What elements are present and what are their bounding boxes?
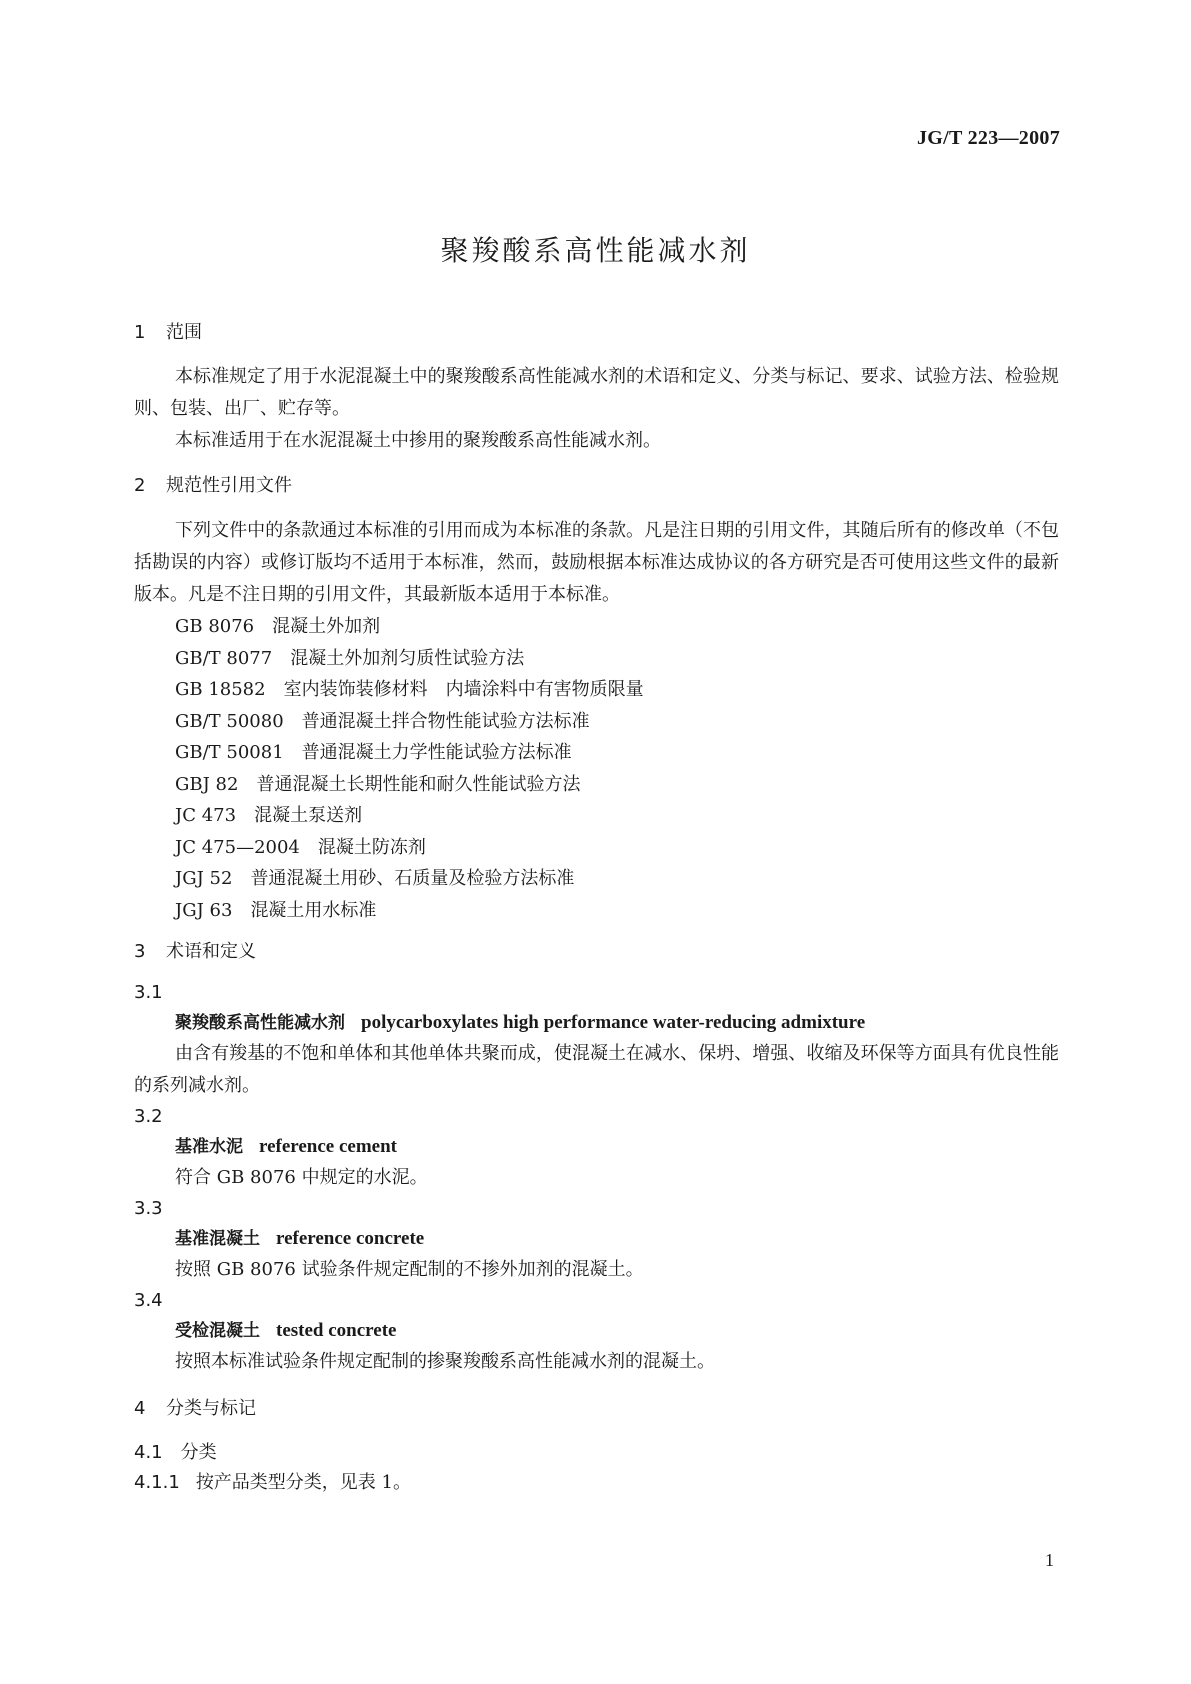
term-number: 3.3 bbox=[134, 1198, 163, 1219]
term-entry bbox=[134, 1102, 1059, 1194]
reference-name: 混凝土防冻剂 bbox=[317, 836, 426, 858]
reference-name: 混凝土用水标准 bbox=[250, 899, 377, 921]
document-title: 聚羧酸系高性能减水剂 bbox=[440, 234, 751, 267]
section-title: 规范性引用文件 bbox=[166, 475, 292, 496]
reference-item bbox=[134, 737, 1059, 769]
reference-name: 普通混凝土力学性能试验方法标准 bbox=[301, 742, 572, 763]
document-body bbox=[134, 318, 1059, 1498]
reference-item bbox=[134, 611, 1059, 643]
term-zh: 聚羧酸系高性能减水剂 bbox=[175, 1013, 345, 1033]
term-entry bbox=[134, 1286, 1059, 1378]
reference-code: JGJ 52 bbox=[175, 868, 233, 889]
term-en: reference concrete bbox=[276, 1228, 425, 1249]
term-definition: 按照 GB 8076 试验条件规定配制的不掺外加剂的混凝土。 bbox=[175, 1259, 644, 1280]
term-number: 3.1 bbox=[134, 982, 163, 1003]
reference-name: 室内装饰装修材料 内墙涂料中有害物质限量 bbox=[283, 679, 644, 700]
term-en: reference cement bbox=[259, 1136, 398, 1157]
term-definition: 符合 GB 8076 中规定的水泥。 bbox=[175, 1167, 428, 1188]
section-title: 术语和定义 bbox=[166, 941, 256, 962]
reference-code: JGJ 63 bbox=[175, 899, 233, 921]
reference-name: 混凝土外加剂匀质性试验方法 bbox=[290, 647, 525, 669]
section-heading-normative-references bbox=[134, 471, 1059, 501]
reference-name: 混凝土泵送剂 bbox=[254, 805, 363, 826]
term-name bbox=[134, 1132, 1059, 1162]
page-number: 1 bbox=[1045, 1550, 1054, 1570]
section-title: 分类与标记 bbox=[166, 1398, 256, 1419]
reference-code: GB 18582 bbox=[175, 679, 266, 700]
reference-list bbox=[134, 611, 1059, 926]
clause-number: 4.1.1 bbox=[134, 1472, 180, 1493]
section-title: 范围 bbox=[166, 322, 202, 343]
term-zh: 基准混凝土 bbox=[175, 1229, 260, 1249]
term-en: polycarboxylates high performance water-reducing admixture bbox=[361, 1012, 866, 1033]
term-definition: 按照本标准试验条件规定配制的掺聚羧酸系高性能减水剂的混凝土。 bbox=[175, 1351, 715, 1372]
clause-4-1-1 bbox=[134, 1468, 1059, 1498]
section-heading-scope bbox=[134, 318, 1059, 348]
reference-item bbox=[134, 643, 1059, 675]
term-name bbox=[134, 1008, 1059, 1038]
reference-item bbox=[134, 832, 1059, 864]
reference-item bbox=[134, 674, 1059, 706]
term-en: tested concrete bbox=[276, 1320, 397, 1341]
reference-code: GBJ 82 bbox=[175, 773, 239, 795]
reference-item bbox=[134, 895, 1059, 927]
term-zh: 基准水泥 bbox=[175, 1137, 243, 1157]
reference-name: 普通混凝土用砂、石质量及检验方法标准 bbox=[250, 868, 575, 889]
reference-code: GB/T 8077 bbox=[175, 647, 273, 669]
term-number: 3.4 bbox=[134, 1290, 163, 1311]
term-number: 3.2 bbox=[134, 1106, 163, 1127]
section-heading-terms bbox=[134, 937, 1059, 967]
section-heading-classification bbox=[134, 1394, 1059, 1424]
reference-item bbox=[134, 863, 1059, 895]
section-number: 3 bbox=[134, 941, 146, 962]
reference-name: 混凝土外加剂 bbox=[272, 616, 381, 637]
term-zh: 受检混凝土 bbox=[175, 1321, 260, 1341]
subsection-number: 4.1 bbox=[134, 1442, 163, 1463]
scope-paragraph-2: 本标准适用于在水泥混凝土中掺用的聚羧酸系高性能减水剂。 bbox=[175, 430, 661, 451]
term-entry bbox=[134, 1194, 1059, 1286]
clause-text: 按产品类型分类，见表 1。 bbox=[195, 1472, 411, 1493]
reference-name: 普通混凝土长期性能和耐久性能试验方法 bbox=[256, 773, 581, 795]
term-definition: 由含有羧基的不饱和单体和其他单体共聚而成，使混凝土在减水、保坍、增强、收缩及环保等方面具有优良性能的系列减水剂。 bbox=[134, 1043, 1059, 1096]
term-entry bbox=[134, 978, 1059, 1102]
reference-item bbox=[134, 706, 1059, 738]
section-number: 2 bbox=[134, 475, 146, 496]
reference-code: GB/T 50080 bbox=[175, 710, 284, 732]
scope-paragraph-1: 本标准规定了用于水泥混凝土中的聚羧酸系高性能减水剂的术语和定义、分类与标记、要求、试验方法、检验规则、包装、出厂、贮存等。 bbox=[134, 366, 1059, 419]
subsection-heading-classification bbox=[134, 1438, 1059, 1468]
reference-name: 普通混凝土拌合物性能试验方法标准 bbox=[301, 710, 590, 732]
reference-code: GB 8076 bbox=[175, 616, 255, 637]
references-intro: 下列文件中的条款通过本标准的引用而成为本标准的条款。凡是注日期的引用文件，其随后所有的修改单（不包括勘误的内容）或修订版均不适用于本标准，然而，鼓励根据本标准达成协议的各方研究是否可使用这些文件的最新版本。凡是不注日期的引用文件，其最新版本适用于本标准。 bbox=[134, 520, 1059, 605]
term-name bbox=[134, 1224, 1059, 1254]
reference-item bbox=[134, 769, 1059, 801]
reference-item bbox=[134, 800, 1059, 832]
term-name bbox=[134, 1316, 1059, 1346]
reference-code: JC 475—2004 bbox=[175, 836, 300, 858]
subsection-title: 分类 bbox=[180, 1442, 217, 1463]
section-number: 4 bbox=[134, 1398, 146, 1419]
reference-code: GB/T 50081 bbox=[175, 742, 284, 763]
standard-code: JG/T 223—2007 bbox=[917, 127, 1060, 149]
section-number: 1 bbox=[134, 322, 146, 343]
reference-code: JC 473 bbox=[175, 805, 237, 826]
